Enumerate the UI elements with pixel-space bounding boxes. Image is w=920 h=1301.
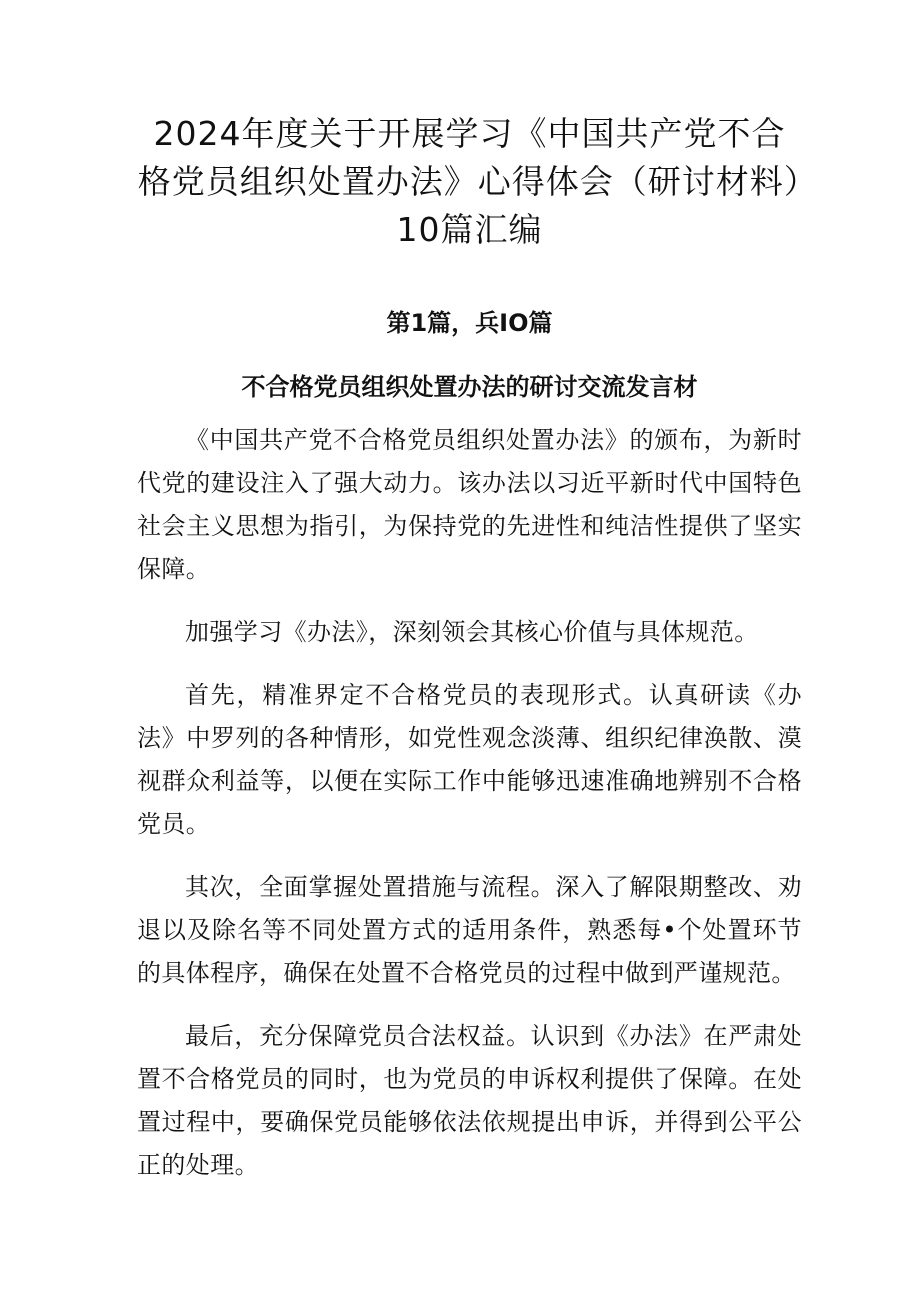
document-title: 2024年度关于开展学习《中国共产党不合格党员组织处置办法》心得体会（研讨材料）10篇汇编 [137,114,802,249]
paragraph-4: 其次，全面掌握处置措施与流程。深入了解限期整改、劝退以及除名等不同处置方式的适用条件，熟悉每•个处置环节的具体程序，确保在处置不合格党员的过程中做到严谨规范。 [137,873,802,987]
paragraph-1: 《中国共产党不合格党员组织处置办法》的颁布，为新时代党的建设注入了强大动力。该办法以习近平新时代中国特色社会主义思想为指引，为保持党的先进性和纯洁性提供了坚实保障。 [137,426,802,583]
body-text [137,419,802,1187]
paragraph-5: 最后，充分保障党员合法权益。认识到《办法》在严肃处置不合格党员的同时，也为党员的申诉权利提供了保障。在处置过程中，要确保党员能够依法依规提出申诉，并得到公平公正的处理。 [137,1022,802,1179]
paragraph-3: 首先，精准界定不合格党员的表现形式。认真研读《办法》中罗列的各种情形，如党性观念淡薄、组织纪律涣散、漠视群众利益等，以便在实际工作中能够迅速准确地辨别不合格党员。 [137,681,802,838]
article-title: 不合格党员组织处置办法的研讨交流发言材 [241,373,698,401]
chapter-heading: 第1篇，兵IO篇 [386,309,553,337]
paragraph-2: 加强学习《办法》，深刻领会其核心价值与具体规范。 [185,618,759,646]
